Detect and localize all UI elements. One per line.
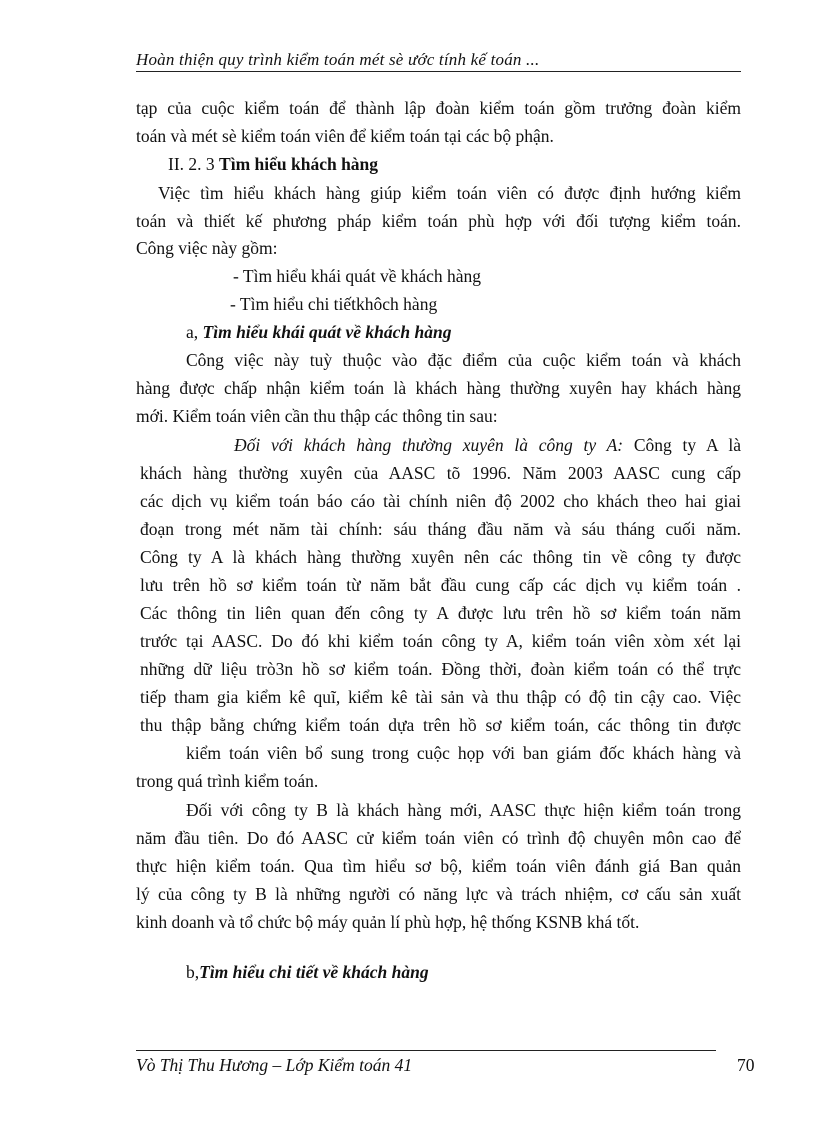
body-line: toán và thiết kế phương pháp kiểm toán phù hợp với đối tượng kiểm toán. (136, 211, 741, 231)
subsection-heading-a (186, 321, 451, 343)
italic-lead: Đối với khách hàng thường xuyên là công ty A: (234, 435, 624, 455)
body-line: Công ty A là khách hàng thường xuyên nên các thông tin về công ty được (140, 547, 741, 567)
subsection-prefix: b, (186, 962, 200, 982)
footer-rule (136, 1050, 716, 1051)
body-line: những dữ liệu trò3n hồ sơ kiểm toán. Đồng thời, đoàn kiểm toán có thể trực (140, 659, 741, 679)
subsection-title: Tìm hiểu khái quát về khách hàng (202, 322, 452, 342)
body-line: Đối với công ty B là khách hàng mới, AASC thực hiện kiểm toán trong (186, 800, 741, 820)
body-line: khách hàng thường xuyên của AASC tõ 1996. Năm 2003 AASC cung cấp (140, 463, 741, 483)
footer-author: Vò Thị Thu Hương – Lớp Kiểm toán 41 (136, 1055, 413, 1075)
body-line: toán và mét sè kiểm toán viên để kiểm toán tại các bộ phận. (136, 126, 554, 146)
subsection-title: Tìm hiểu chi tiết về khách hàng (199, 962, 429, 982)
section-heading (168, 153, 378, 175)
lead-rest: Công ty A là (633, 435, 742, 455)
body-line: lưu trên hồ sơ kiểm toán từ năm bắt đầu cung cấp các dịch vụ kiểm toán . (140, 575, 741, 595)
body-line: kiểm toán viên bổ sung trong cuộc họp với ban giám đốc khách hàng và (186, 743, 741, 763)
body-line: kinh doanh và tổ chức bộ máy quản lí phù hợp, hệ thống KSNB khá tốt. (136, 912, 640, 932)
section-title: Tìm hiểu khách hàng (219, 154, 379, 174)
list-item: - Tìm hiểu khái quát về khách hàng (233, 266, 482, 286)
body-line: các dịch vụ kiểm toán báo cáo tài chính niên độ 2002 cho khách theo hai giai (140, 491, 741, 511)
body-line: lý của công ty B là những người có năng lực và trách nhiệm, cơ cấu sản xuất (136, 884, 741, 904)
subsection-prefix: a, (186, 322, 199, 342)
subsection-heading-b (186, 961, 429, 983)
body-line: trước tại AASC. Do đó khi kiểm toán công ty A, kiểm toán viên xòm xét lại (140, 631, 741, 651)
body-line: thực hiện kiểm toán. Qua tìm hiểu sơ bộ, kiểm toán viên đánh giá Ban quản (136, 856, 741, 876)
list-item: - Tìm hiểu chi tiếtkhôch hàng (230, 294, 438, 314)
body-line: năm đầu tiên. Do đó AASC cử kiểm toán viên có trình độ chuyên môn cao để (136, 828, 741, 848)
body-line: đoạn trong mét năm tài chính: sáu tháng đầu năm và sáu tháng cuối năm. (140, 519, 741, 539)
body-line (234, 434, 741, 456)
body-line: tiếp tham gia kiểm kê quĩ, kiểm kê tài sản và thu thập có độ tin cậy cao. Việc (140, 687, 741, 707)
body-line: Các thông tin liên quan đến công ty A được lưu trên hồ sơ kiểm toán năm (140, 603, 741, 623)
body-line: Việc tìm hiểu khách hàng giúp kiểm toán viên có được định hướng kiểm (158, 183, 741, 203)
header-rule (136, 71, 741, 72)
body-line: thu thập bằng chứng kiểm toán dựa trên hồ sơ kiểm toán, các thông tin được (140, 715, 741, 735)
body-line: Công việc này tuỳ thuộc vào đặc điểm của cuộc kiểm toán và khách (186, 350, 741, 370)
body-line: hàng được chấp nhận kiểm toán là khách hàng thường xuyên hay khách hàng (136, 378, 741, 398)
body-line: mới. Kiểm toán viên cần thu thập các thông tin sau: (136, 406, 498, 426)
body-line: trong quá trình kiểm toán. (136, 771, 319, 791)
page-number: 70 (737, 1055, 755, 1075)
body-line: tạp của cuộc kiểm toán để thành lập đoàn kiểm toán gồm trưởng đoàn kiểm (136, 98, 741, 118)
header-title: Hoàn thiện quy trình kiểm toán mét sè ước tính kế toán ... (136, 50, 540, 69)
section-number: II. 2. 3 (168, 154, 215, 174)
body-line: Công việc này gồm: (136, 238, 278, 258)
